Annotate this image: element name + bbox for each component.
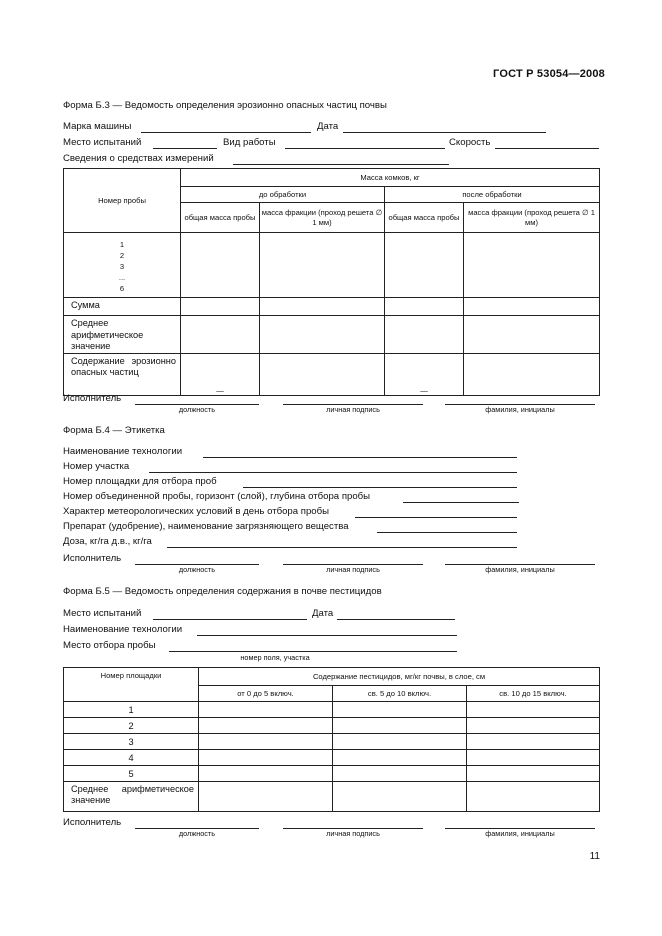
b4-field-row (63, 536, 603, 549)
test-place-row (63, 137, 603, 150)
plot-number: 4 (64, 750, 199, 766)
table-cell[interactable] (467, 766, 600, 782)
b5-technology-row (63, 624, 603, 637)
sampling-caption: номер поля, участка (240, 653, 310, 662)
table-cell[interactable] (333, 782, 467, 812)
table-cell[interactable] (464, 316, 600, 354)
table-cell[interactable] (199, 782, 333, 812)
b4-field-label: Доза, кг/га д.в., кг/га (63, 536, 152, 547)
mean-text: Среднее арифметическое значение (71, 784, 194, 805)
total-mass-before-header: общая масса пробы (181, 203, 260, 233)
signature-caption: личная подпись (326, 405, 380, 414)
date-field[interactable] (337, 619, 455, 620)
table-cell[interactable] (385, 298, 464, 316)
technology-label: Наименование технологии (63, 624, 183, 635)
before-header: до обработки (181, 187, 385, 203)
content-header: Содержание пестицидов, мг/кг почвы, в слое, см (199, 668, 600, 686)
total-mass-after-header: общая масса пробы (385, 203, 464, 233)
b4-field-row (63, 476, 603, 489)
content-label (64, 353, 181, 395)
b4-field-row (63, 491, 603, 504)
form-b5-title: Форма Б.5 — Ведомость определения содержания в почве пестицидов (63, 586, 382, 597)
pesticide-table (63, 667, 600, 812)
table-row (64, 750, 600, 766)
b4-field-row (63, 446, 603, 459)
table-cell[interactable] (464, 233, 600, 298)
erosion-table (63, 168, 600, 396)
table-cell[interactable] (333, 718, 467, 734)
form-b3-title: Форма Б.3 — Ведомость определения эрозионно опасных частиц почвы (63, 100, 387, 111)
signature-caption: личная подпись (326, 829, 380, 838)
table-cell[interactable] (467, 734, 600, 750)
date-field[interactable] (343, 132, 546, 133)
work-type-label: Вид работы (223, 137, 276, 148)
table-row (64, 702, 600, 718)
b4-field-label: Номер участка (63, 461, 130, 472)
content-text: Содержание эрозионно опасных частиц (71, 355, 176, 377)
technology-field[interactable] (197, 635, 457, 636)
layer-col3-header: св. 10 до 15 включ. (467, 686, 600, 702)
table-row (64, 718, 600, 734)
mean-text: Среднее арифметическое значение (71, 318, 144, 351)
date-label: Дата (317, 121, 339, 132)
sample-number: ... (118, 273, 126, 282)
table-cell[interactable] (260, 233, 385, 298)
table-row (64, 734, 600, 750)
work-type-field[interactable] (285, 148, 445, 149)
plot-number: 5 (64, 766, 199, 782)
speed-label: Скорость (449, 137, 491, 148)
name-caption: фамилия, инициалы (485, 565, 555, 574)
table-cell[interactable] (181, 316, 260, 354)
b4-field-label: Номер площадки для отбора проб (63, 476, 217, 487)
b4-field-line[interactable] (203, 457, 517, 458)
test-place-field[interactable] (153, 619, 307, 620)
fraction-mass-before-header: масса фракции (проход решета ∅ 1 мм) (260, 203, 385, 233)
layer-col1-header: от 0 до 5 включ. (199, 686, 333, 702)
sampling-place-field[interactable] (169, 651, 457, 652)
plot-number-header: Номер площадки (64, 668, 199, 702)
position-caption: должность (178, 565, 216, 574)
sample-number: 3 (119, 262, 125, 271)
table-cell[interactable] (467, 702, 600, 718)
table-row (64, 316, 600, 354)
sampling-place-label: Место отбора пробы (63, 640, 156, 651)
table-cell[interactable] (333, 766, 467, 782)
table-cell[interactable] (385, 316, 464, 354)
position-caption: должность (178, 405, 216, 414)
table-row (64, 233, 600, 298)
mean-label (64, 782, 199, 812)
b4-field-line[interactable] (403, 502, 519, 503)
executor-label: Исполнитель (63, 817, 122, 828)
fraction-mass-after-header: масса фракции (проход решета ∅ 1 мм) (464, 203, 600, 233)
instruments-field[interactable] (233, 164, 449, 165)
table-cell[interactable] (385, 233, 464, 298)
test-place-label: Место испытаний (63, 137, 142, 148)
plot-number: 2 (64, 718, 199, 734)
instruments-row (63, 153, 603, 166)
table-cell[interactable] (199, 750, 333, 766)
speed-field[interactable] (495, 148, 599, 149)
b4-field-line[interactable] (243, 487, 517, 488)
mass-header: Масса комков, кг (181, 169, 600, 187)
table-cell[interactable] (333, 702, 467, 718)
b4-field-label: Наименование технологии (63, 446, 183, 457)
dash-before: — (181, 353, 260, 395)
table-cell[interactable] (260, 353, 385, 395)
form-b4-title: Форма Б.4 — Этикетка (63, 425, 165, 436)
after-header: после обработки (385, 187, 600, 203)
b4-field-line[interactable] (355, 517, 517, 518)
test-place-label: Место испытаний (63, 608, 142, 619)
sample-number: 2 (119, 251, 125, 260)
instruments-label: Сведения о средствах измерений (63, 153, 214, 164)
table-cell[interactable] (199, 718, 333, 734)
mean-label (64, 316, 181, 354)
name-caption: фамилия, инициалы (485, 405, 555, 414)
b4-field-label: Номер объединенной пробы, горизонт (слой), глубина отбора пробы (63, 491, 371, 502)
dash-after: — (385, 353, 464, 395)
name-caption: фамилия, инициалы (485, 829, 555, 838)
sample-number-header: Номер пробы (64, 169, 181, 233)
position-caption: должность (178, 829, 216, 838)
table-cell[interactable] (181, 233, 260, 298)
sample-number: 1 (119, 240, 125, 249)
table-cell[interactable] (199, 702, 333, 718)
b4-field-label: Характер метеорологических условий в день отбора пробы (63, 506, 330, 517)
test-place-field[interactable] (153, 148, 217, 149)
machine-label: Марка машины (63, 121, 132, 132)
table-cell[interactable] (467, 750, 600, 766)
table-cell[interactable] (464, 353, 600, 395)
table-cell[interactable] (467, 718, 600, 734)
b4-field-line[interactable] (149, 472, 517, 473)
table-cell[interactable] (467, 782, 600, 812)
table-cell[interactable] (333, 734, 467, 750)
page-number: 11 (589, 851, 600, 862)
table-row (64, 782, 600, 812)
sum-label: Сумма (64, 298, 181, 316)
executor-label: Исполнитель (63, 393, 122, 404)
table-row (64, 766, 600, 782)
plot-number: 1 (64, 702, 199, 718)
signature-caption: личная подпись (326, 565, 380, 574)
b4-field-row (63, 461, 603, 474)
date-label: Дата (312, 608, 334, 619)
table-cell[interactable] (464, 298, 600, 316)
standard-number: ГОСТ Р 53054—2008 (493, 68, 605, 80)
machine-field[interactable] (141, 132, 311, 133)
table-cell[interactable] (199, 734, 333, 750)
table-row (64, 298, 600, 316)
table-cell[interactable] (260, 298, 385, 316)
b4-field-label: Препарат (удобрение), наименование загрязняющего вещества (63, 521, 349, 532)
sample-number: 6 (119, 284, 125, 293)
b4-field-row (63, 506, 603, 519)
b5-test-place-row (63, 608, 603, 621)
sample-numbers-cell (64, 233, 181, 298)
layer-col2-header: св. 5 до 10 включ. (333, 686, 467, 702)
b4-field-line[interactable] (167, 547, 517, 548)
table-row (64, 353, 600, 395)
b5-sampling-row (63, 640, 603, 653)
b4-field-row (63, 521, 603, 534)
plot-number: 3 (64, 734, 199, 750)
executor-label: Исполнитель (63, 553, 122, 564)
table-cell[interactable] (199, 766, 333, 782)
machine-row (63, 121, 603, 134)
b4-field-line[interactable] (377, 532, 517, 533)
table-cell[interactable] (181, 298, 260, 316)
table-cell[interactable] (333, 750, 467, 766)
table-cell[interactable] (260, 316, 385, 354)
